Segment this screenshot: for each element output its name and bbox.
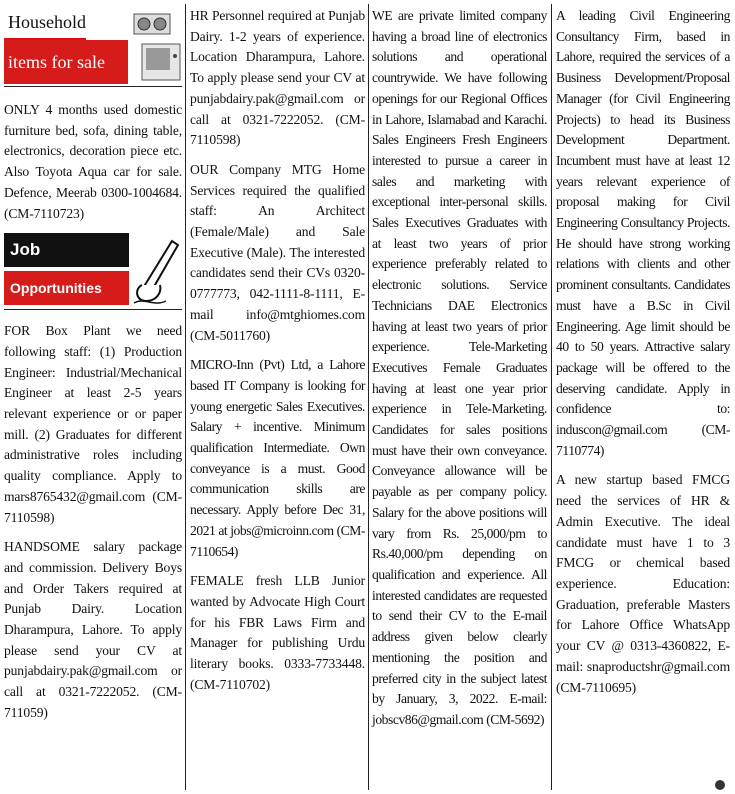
job-ad: OUR Company MTG Home Services required the qualified staff: An Architect (Female/Male) and Sale Executive (Male). The interested candidates send their CVs 0320-0777773, 042-1111-8-1111, E-mail info@mtghiomes.com (CM-5011760) xyxy=(190,161,365,343)
jobs-title-top: Job xyxy=(10,240,41,260)
column-4 xyxy=(556,6,730,707)
job-ad: FEMALE fresh LLB Junior wanted by Advocate High Court for his FBR Laws Firm and Manager for publishing Urdu literary books. 0333-7733448. (CM-7110702) xyxy=(190,573,365,692)
jobs-title-bottom: Opportunities xyxy=(10,280,102,297)
column-1 xyxy=(4,6,182,733)
job-ad: A leading Civil Engineering Consultancy Firm, based in Lahore, required the services of a Business Development/Proposal Manager (for Civil Engineering Projects) to head its Business Development Department. Incumbent must have at least 12 years relevant experience of proposal making for Civil Engineering Consultancy Projects. He should have strong working relations with clients and other prominent consultants. Candidates must have a B.Sc in Civil Engineering. Age limit should be 40 to 50 years. Attractive salary package will be offered to the deserving candidate. Apply in confidence to: induscon@gmail.com (CM-7110774) xyxy=(556,8,730,458)
column-2 xyxy=(190,6,365,705)
column-3 xyxy=(372,6,547,740)
corner-dot xyxy=(715,780,725,790)
household-ad: ONLY 4 months used domestic furniture bed, sofa, dining table, electronics, decoration piece etc. Also Toyota Aqua car for sale. Defence, Meerab 0300-1004684. (CM-7110723) xyxy=(4,102,182,221)
household-header xyxy=(4,6,182,94)
household-title-top: Household xyxy=(8,12,86,32)
job-ad: A new startup based FMCG need the services of HR & Admin Executive. The ideal candidate must have 1 to 3 FMCG or chemical based experience. Education: Graduation, preferable Masters for Lahore Office WhatsApp your CV @ 0313-4360822, E-mail: snaproductshr@gmail.com (CM-7110695) xyxy=(556,472,730,695)
appliances-icon xyxy=(128,8,182,84)
writing-hand-icon xyxy=(132,233,182,307)
job-ad: HR Personnel required at Punjab Dairy. 1-2 years of experience. Location Dharampura, Lahore. To apply please send your CV at punjabdairy.pak@gmail.com or call at 0321-7222052. (CM-7110598) xyxy=(190,8,365,148)
job-ad: FOR Box Plant we need following staff: (1) Production Engineer: Industrial/Mechanical Engineer at least 2-5 years relevant experience or or paper mill. (2) Graduates for different administrative roles including quality compliance. Apply to mars8765432@gmail.com (CM-7110598) xyxy=(4,323,182,525)
household-title-bottom: items for sale xyxy=(8,52,105,72)
column-rule xyxy=(185,4,186,790)
job-ad: MICRO-Inn (Pvt) Ltd, a Lahore based IT Company is looking for young energetic Sales Executives. Salary + incentive. Minimum qualification Intermediate. Own conveyance is a must. Good communication skills are necessary. Apply before Dec 31, 2021 at jobs@microinn.com (CM-7110654) xyxy=(190,357,365,559)
column-rule xyxy=(368,4,369,790)
column-rule xyxy=(551,4,552,790)
jobs-header xyxy=(4,233,182,313)
job-ad: WE are private limited company having a broad line of electronics solutions and operational countrywide. We have following openings for our Regional Offices in Lahore, Islamabad and Karachi. Sales Engineers Fresh Engineers interested to pursue a career in sales and marketing with exceptional inter-personal skills. Sales Executives Graduates with at least two years of prior experience preferably related to electronic solutions. Service Technicians DAE Electronics having at least two years of prior experience. Tele-Marketing Executives Female Graduates having at least one year prior experience in Tele-Marketing. Candidates for sales positions must have their own conveyance. Conveyance allowance will be payable as per company policy. Salary for the above positions will vary from Rs. 25,000/pm to Rs.40,000/pm depending on qualification and experience. All interested candidates are requested to send their CV to the E-mail address given below clearly mentioning the position and preferred city in the subject latest by January, 3, 2022. E-mail: jobscv86@gmail.com (CM-5692) xyxy=(372,8,547,727)
job-ad: HANDSOME salary package and commission. Delivery Boys and Order Takers required at Punjab Dairy. Location Dharampura, Lahore. To apply please send your CV at punjabdairy.pak@gmail.com or call at 0321-7222052. (CM-711059) xyxy=(4,539,182,720)
